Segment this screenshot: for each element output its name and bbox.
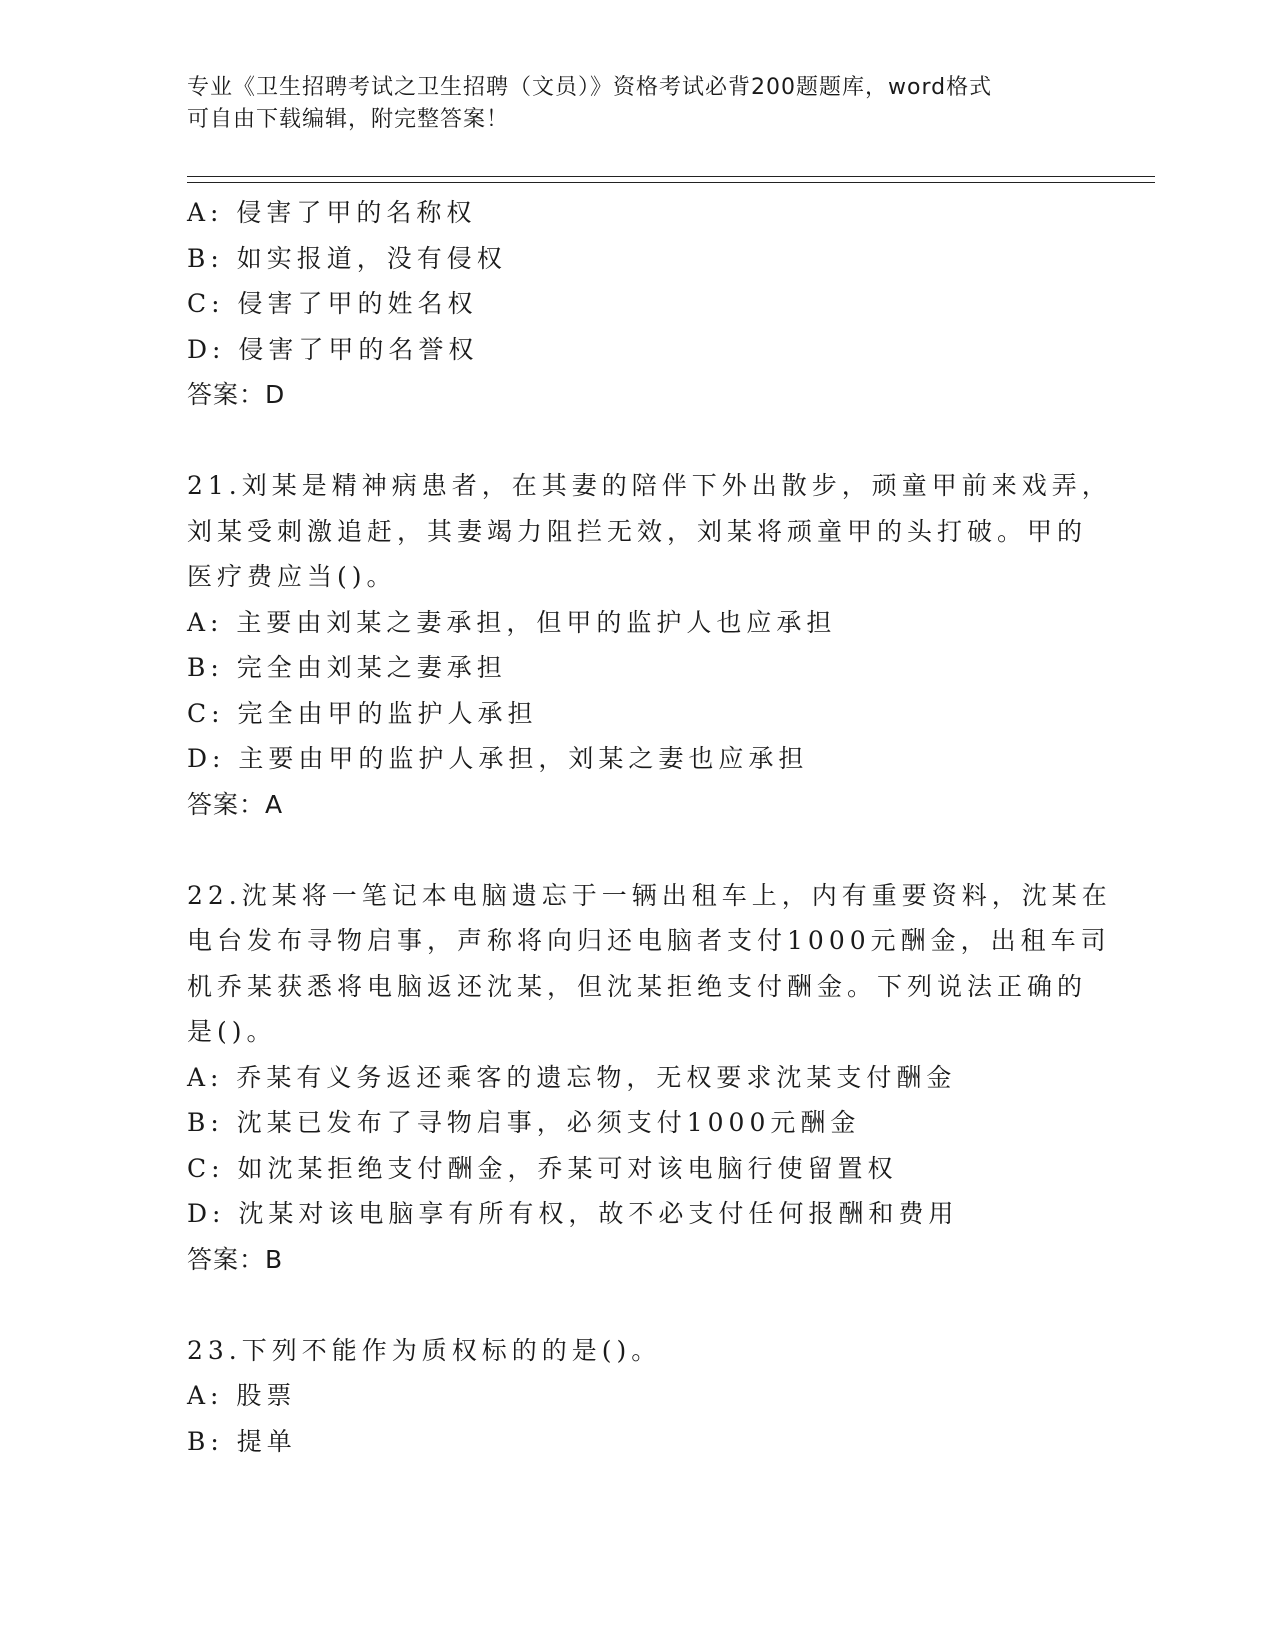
question-stem-line: 机乔某获悉将电脑返还沈某，但沈某拒绝支付酬金。下列说法正确的 <box>187 971 1088 1001</box>
option-b: B: 沈某已发布了寻物启事，必须支付1000元酬金 <box>187 1108 861 1137</box>
document-header <box>187 72 1087 136</box>
question-stem-line: 刘某受刺激追赶，其妻竭力阻拦无效，刘某将顽童甲的头打破。甲的 <box>187 516 1088 546</box>
question-stem-line: 23.下列不能作为质权标的的是()。 <box>187 1335 662 1365</box>
spacer <box>187 827 1087 873</box>
question-23 <box>187 1328 1087 1465</box>
answer: 答案：A <box>187 789 284 819</box>
question-stem-line: 21.刘某是精神病患者，在其妻的陪伴下外出散步，顽童甲前来戏弄， <box>187 471 1112 500</box>
option-b: B: 如实报道，没有侵权 <box>187 243 507 273</box>
option-a: A: 主要由刘某之妻承担，但甲的监护人也应承担 <box>187 607 837 637</box>
question-21 <box>187 463 1112 827</box>
header-divider-top <box>187 176 1155 177</box>
header-divider-bottom <box>187 182 1155 183</box>
header-line-2: 可自由下载编辑，附完整答案！ <box>187 107 510 132</box>
question-stem-line: 是()。 <box>187 1017 277 1046</box>
option-d: D: 沈某对该电脑享有所有权，故不必支付任何报酬和费用 <box>187 1199 959 1228</box>
question-20 <box>187 190 1087 418</box>
answer: 答案：B <box>187 1244 284 1274</box>
option-a: A: 侵害了甲的名称权 <box>187 198 477 227</box>
answer: 答案：D <box>187 380 286 409</box>
option-a: A: 股票 <box>187 1381 297 1410</box>
option-d: D: 主要由甲的监护人承担，刘某之妻也应承担 <box>187 744 809 773</box>
question-stem-line: 22.沈某将一笔记本电脑遗忘于一辆出租车上，内有重要资料，沈某在 <box>187 880 1112 910</box>
question-stem-line: 医疗费应当()。 <box>187 562 397 591</box>
option-b: B: 提单 <box>187 1426 297 1456</box>
question-list <box>187 190 1112 1464</box>
spacer <box>187 418 1087 464</box>
option-a: A: 乔某有义务返还乘客的遗忘物，无权要求沈某支付酬金 <box>187 1062 957 1092</box>
option-b: B: 完全由刘某之妻承担 <box>187 653 507 682</box>
option-c: C: 侵害了甲的姓名权 <box>187 289 478 318</box>
question-stem-line: 电台发布寻物启事，声称将向归还电脑者支付1000元酬金，出租车司 <box>187 926 1111 955</box>
spacer <box>187 1282 1087 1328</box>
option-c: C: 如沈某拒绝支付酬金，乔某可对该电脑行使留置权 <box>187 1153 898 1183</box>
question-22 <box>187 873 1112 1283</box>
option-d: D: 侵害了甲的名誉权 <box>187 334 479 364</box>
header-line-1: 专业《卫生招聘考试之卫生招聘（文员）》资格考试必背200题题库，word格式 <box>187 75 993 100</box>
option-c: C: 完全由甲的监护人承担 <box>187 698 538 728</box>
